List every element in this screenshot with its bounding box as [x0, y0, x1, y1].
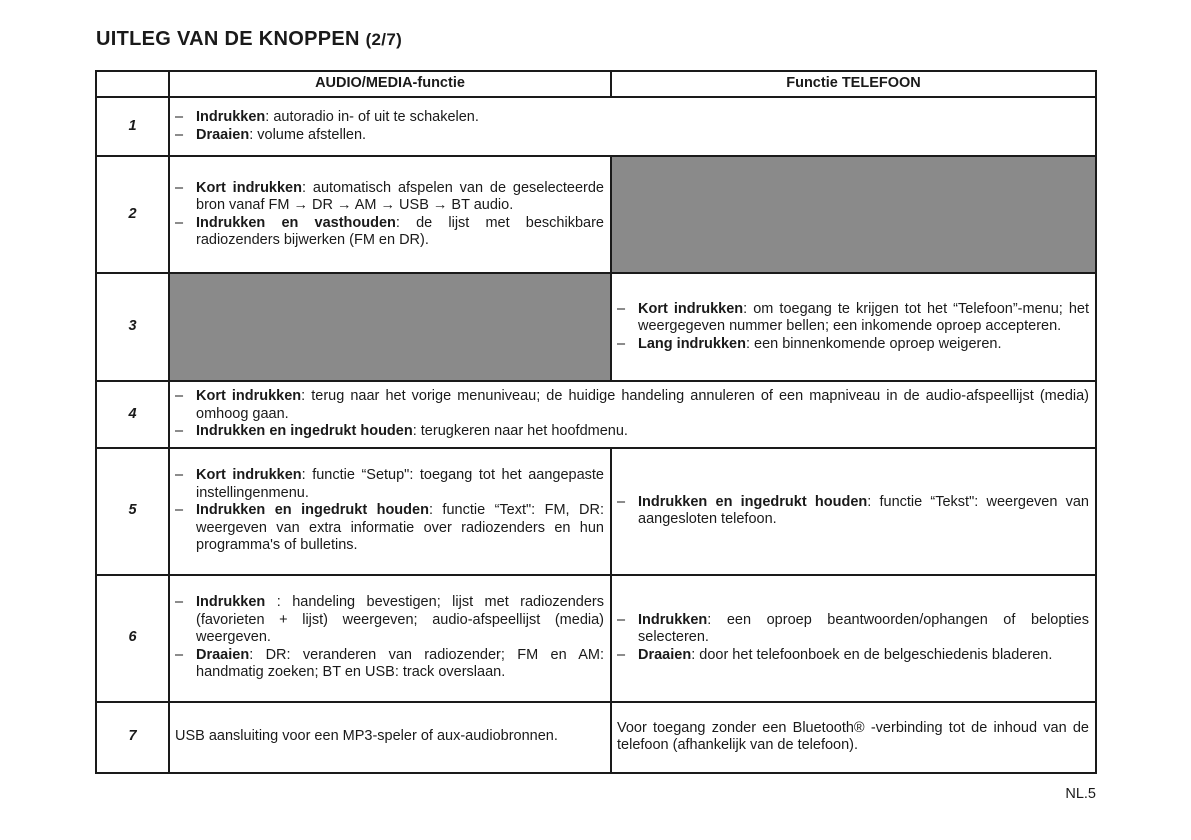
- item-desc: : handeling bevestigen; lijst met radiozenders (favorieten + lijst) weergeven; audio-afspeellijst (media) weergeven.: [196, 594, 604, 646]
- list-item: [617, 612, 1089, 647]
- item-term: Kort indrukken: [196, 467, 302, 484]
- row-number: 2: [96, 156, 169, 273]
- item-desc: : volume afstellen.: [249, 126, 367, 143]
- empty-phone-cell: [611, 156, 1096, 273]
- item-term: Indrukken: [638, 611, 708, 628]
- audio-cell: [169, 575, 611, 702]
- list-item: [175, 647, 604, 682]
- item-list: [175, 594, 604, 682]
- list-item: [175, 388, 1089, 423]
- item-desc: : DR: veranderen van radiozender; FM en AM: handmatig zoeken; BT en USB: track overslaan.: [196, 646, 604, 681]
- list-item: [175, 180, 604, 215]
- phone-cell: [611, 575, 1096, 702]
- empty-audio-cell: [169, 273, 611, 381]
- item-list: [617, 612, 1089, 665]
- list-item: [617, 647, 1089, 665]
- item-term: Draaien: [196, 646, 250, 663]
- item-desc: : functie “Tekst": weergeven van aangesloten telefoon.: [638, 493, 1089, 527]
- table-row: [96, 575, 1096, 702]
- buttons-table: [95, 70, 1097, 774]
- row-number: 7: [96, 702, 169, 773]
- item-list: [175, 180, 604, 250]
- page-title: [96, 28, 402, 51]
- row-number: 5: [96, 448, 169, 575]
- table-row: [96, 448, 1096, 575]
- list-item: [175, 109, 1089, 127]
- row-number: 3: [96, 273, 169, 381]
- item-desc: : functie “Setup": toegang tot het aangepaste instellingenmenu.: [196, 467, 604, 501]
- item-desc: : een binnenkomende oproep weigeren.: [745, 335, 1002, 352]
- item-term: Draaien: [196, 126, 250, 143]
- item-term: Draaien: [638, 646, 692, 663]
- item-desc: : terug naar het vorige menuniveau; de huidige handeling annuleren of een mapniveau in de audio-afspeellijst (media) omhoog gaan.: [196, 388, 1089, 422]
- table-row: [96, 381, 1096, 448]
- item-desc: : de lijst met beschikbare radiozenders bijwerken (FM en DR).: [196, 214, 604, 248]
- list-item: [617, 336, 1089, 354]
- item-term: Lang indrukken: [638, 335, 746, 352]
- header-telefoon: Functie TELEFOON: [611, 71, 1096, 97]
- list-item: [617, 301, 1089, 336]
- item-term: Indrukken en vasthouden: [196, 214, 396, 231]
- list-item: [175, 127, 1089, 145]
- phone-cell: [611, 273, 1096, 381]
- table-row: [96, 273, 1096, 381]
- list-item: [175, 215, 604, 250]
- item-term: Indrukken en ingedrukt houden: [638, 493, 868, 510]
- item-list: [617, 301, 1089, 354]
- page-title-main: UITLEG VAN DE KNOPPEN: [96, 28, 360, 50]
- item-desc: : autoradio in- of uit te schakelen.: [265, 109, 479, 125]
- table-row: [96, 702, 1096, 773]
- item-term: Kort indrukken: [638, 300, 744, 317]
- phone-access-description: Voor toegang zonder een Bluetooth® -verbinding tot de inhoud van de telefoon (afhankelijk van de telefoon).: [617, 719, 1089, 753]
- audio-cell: [169, 381, 1096, 448]
- row-number: 4: [96, 381, 169, 448]
- item-list: [175, 388, 1089, 441]
- item-list: [175, 109, 1089, 144]
- phone-cell: [611, 702, 1096, 773]
- page-number: NL.5: [1065, 786, 1096, 802]
- phone-cell: [611, 448, 1096, 575]
- list-item: [175, 594, 604, 647]
- header-num: [96, 71, 169, 97]
- item-term: Kort indrukken: [196, 388, 302, 404]
- usb-description: USB aansluiting voor een MP3-speler of aux-audiobronnen.: [175, 728, 558, 745]
- list-item: [617, 494, 1089, 529]
- item-desc: : functie “Text": FM, DR: weergeven van extra informatie over radiozenders en hun programma's of bulletins.: [196, 502, 604, 554]
- table-row: [96, 156, 1096, 273]
- item-desc: : om toegang te krijgen tot het “Telefoon”-menu; het weergegeven nummer bellen; een inkomende oproep accepteren.: [638, 300, 1089, 335]
- item-term: Indrukken en ingedrukt houden: [196, 502, 429, 519]
- header-audio-media: AUDIO/MEDIA-functie: [169, 71, 611, 97]
- audio-cell: [169, 448, 611, 575]
- list-item: [175, 502, 604, 555]
- item-term: Kort indrukken: [196, 179, 302, 196]
- table-header-row: [96, 71, 1096, 97]
- audio-cell: [169, 97, 1096, 156]
- item-desc: : automatisch afspelen van de geselecteerde bron vanaf FM → DR → AM → USB → BT audio.: [196, 179, 604, 213]
- item-term: Indrukken en ingedrukt houden: [196, 423, 413, 439]
- audio-cell: [169, 702, 611, 773]
- item-desc: : een oproep beantwoorden/ophangen of belopties selecteren.: [638, 611, 1089, 646]
- item-desc: : terugkeren naar het hoofdmenu.: [412, 423, 628, 439]
- item-list: [175, 467, 604, 555]
- list-item: [175, 467, 604, 502]
- table-row: [96, 97, 1096, 156]
- item-term: Indrukken: [196, 594, 266, 611]
- audio-cell: [169, 156, 611, 273]
- item-desc: : door het telefoonboek en de belgeschiedenis bladeren.: [691, 646, 1053, 663]
- list-item: [175, 423, 1089, 441]
- item-term: Indrukken: [196, 109, 266, 125]
- row-number: 1: [96, 97, 169, 156]
- row-number: 6: [96, 575, 169, 702]
- page-title-part: (2/7): [365, 30, 403, 49]
- item-list: [617, 494, 1089, 529]
